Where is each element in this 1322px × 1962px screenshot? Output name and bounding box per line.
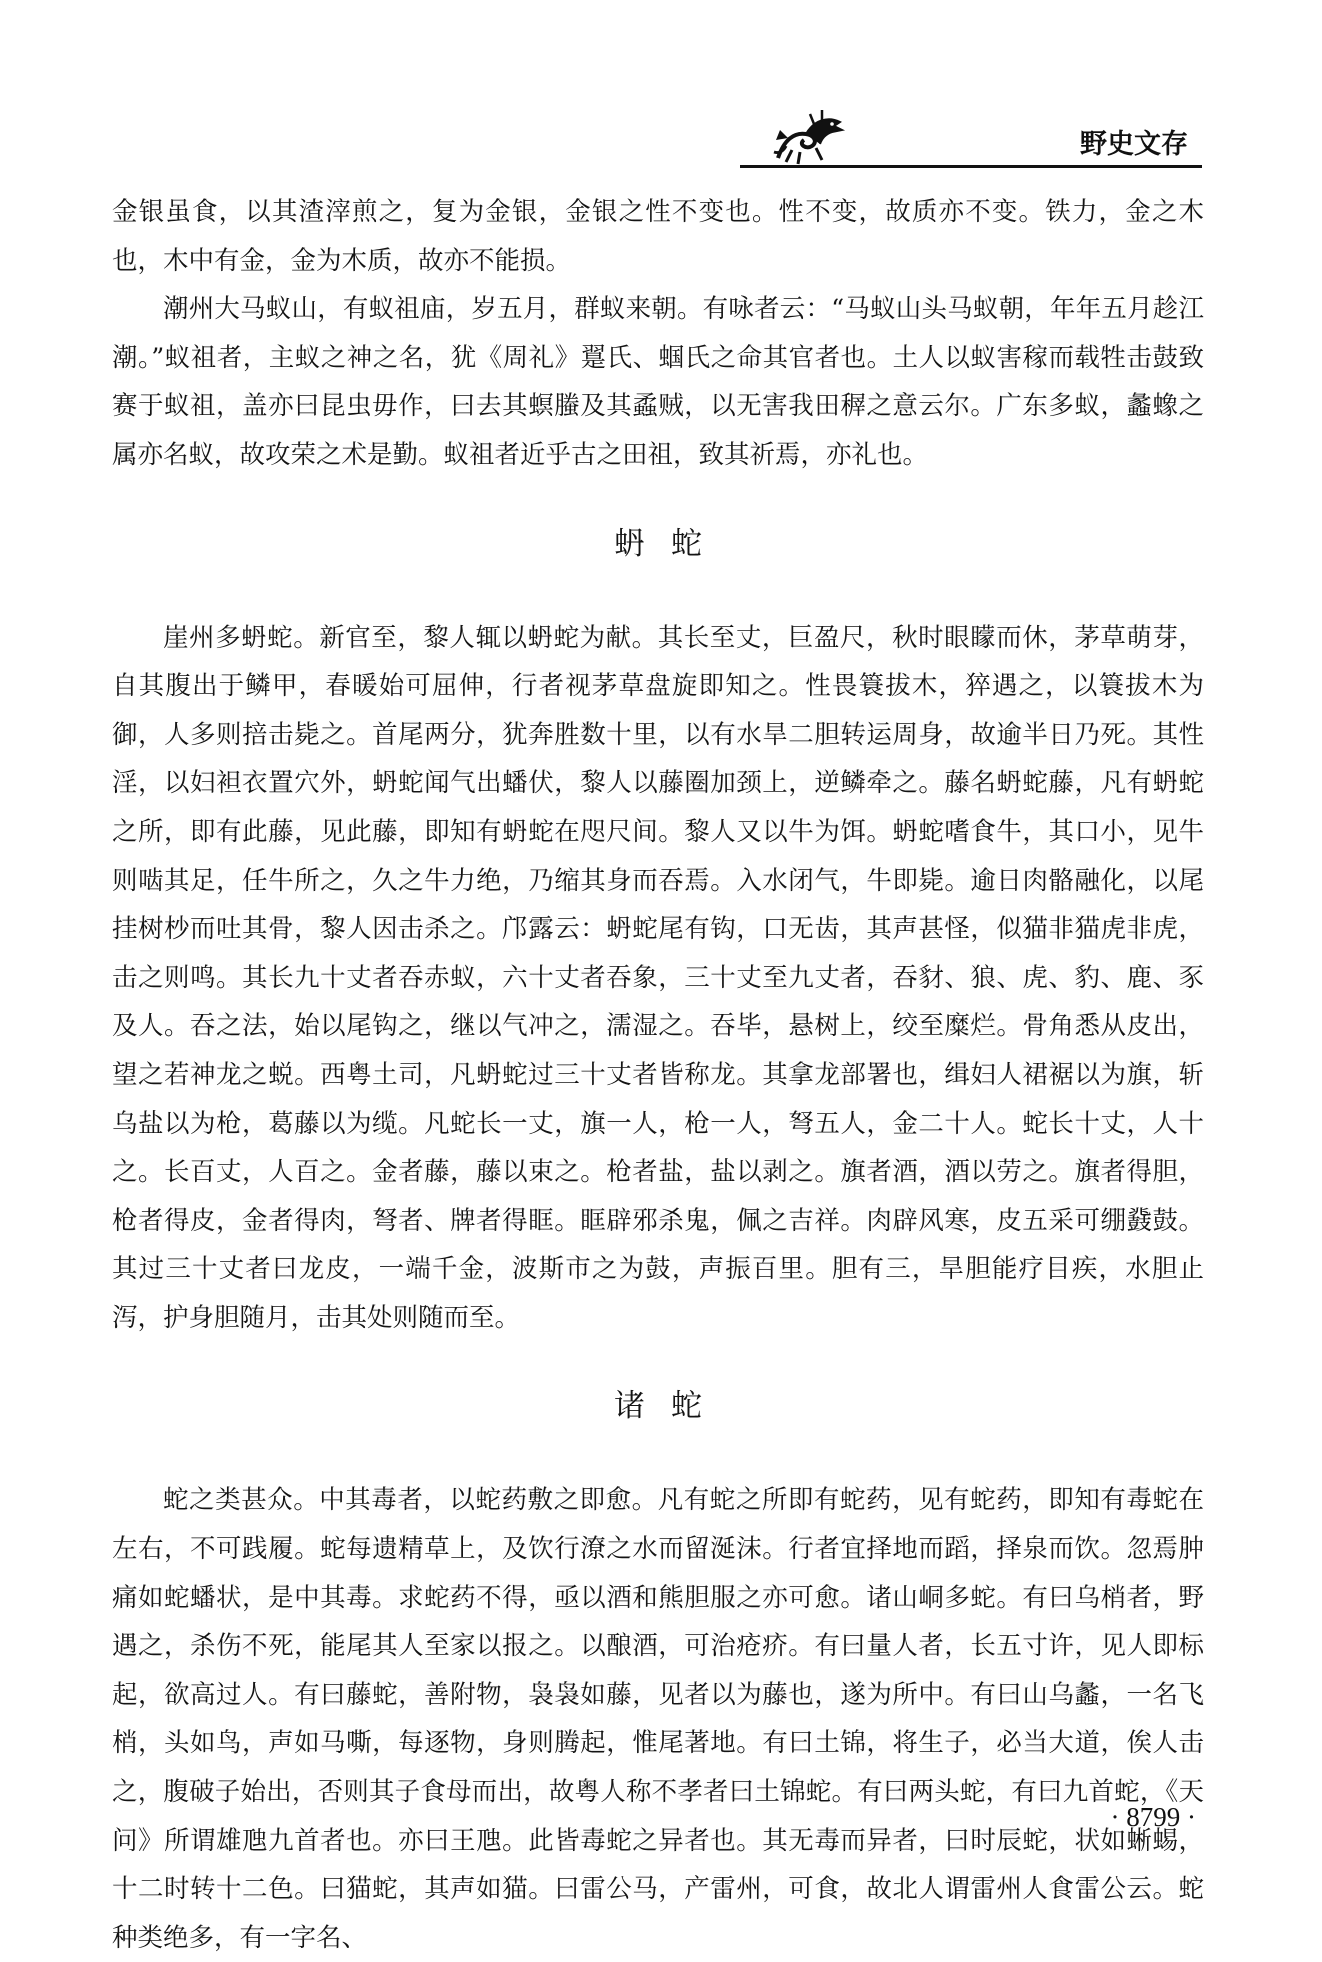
header-rule xyxy=(740,165,1202,168)
section-title-various-snakes: 诸蛇 xyxy=(614,1388,728,1425)
section-title-ran-snake: 蚒蛇 xyxy=(614,525,728,562)
paragraph: 崖州多蚒蛇。新官至，黎人辄以蚒蛇为献。其长至丈，巨盈尺，秋时眼矇而休，茅草萌芽，自其腹出于鳞甲，春暖始可屈伸，行者视茅草盘旋即知之。性畏簑拔木，猝遇之，以簑拔木为御，人多则掊击毙之。首尾两分，犹奔胜数十里，以有水旱二胆转运周身，故逾半日乃死。其性淫，以妇袒衣置穴外，蚒蛇闻气出蟠伏，黎人以藤圈加颈上，逆鳞牵之。藤名蚒蛇藤，凡有蚒蛇之所，即有此藤，见此藤，即知有蚒蛇在咫尺间。黎人又以牛为饵。蚒蛇嗜食牛，其口小，见牛则啮其足，任牛所之，久之牛力绝，乃缩其身而吞焉。入水闭气，牛即毙。逾日肉骼融化，以尾挂树杪而吐其骨，黎人因击杀之。邝露云：蚒蛇尾有钩，口无齿，其声甚怪，似猫非猫虎非虎，击之则鸣。其长九十丈者吞赤蚁，六十丈者吞象，三十丈至九丈者，吞豺、狼、虎、豹、鹿、豕及人。吞之法，始以尾钩之，继以气冲之，濡湿之。吞毕，悬树上，绞至糜烂。骨角悉从皮出，望之若神龙之蜕。西粤土司，凡蚒蛇过三十丈者皆称龙。其拿龙部署也，缉妇人裙裾以为旗，斩乌盐以为枪，葛藤以为缆。凡蛇长一丈，旗一人，枪一人，弩五人，金二十人。蛇长十丈，人十之。长百丈，人百之。金者藤，藤以束之。枪者盐，盐以剥之。旗者酒，酒以劳之。旗者得胆，枪者得皮，金者得肉，弩者、牌者得眶。眶辟邪杀鬼，佩之吉祥。肉辟风寒，皮五采可绷鼗鼓。其过三十丈者曰龙皮，一端千金，波斯市之为鼓，声振百里。胆有三，旱胆能疗目疾，水胆止泻，护身胆随月，击其处则随而至。 xyxy=(112,622,1204,1333)
page-body xyxy=(112,188,1204,1962)
dragon-emblem-icon xyxy=(770,110,850,166)
running-header xyxy=(740,108,1202,168)
page-number: · 8799 · xyxy=(1110,1802,1196,1832)
paragraph: 蛇之类甚众。中其毒者，以蛇药敷之即愈。凡有蛇之所即有蛇药，见有蛇药，即知有毒蛇在左右，不可践履。蛇每遗精草上，及饮行潦之水而留涎沫。行者宜择地而蹈，择泉而饮。忽焉肿痛如蛇蟠状，是中其毒。求蛇药不得，亟以酒和熊胆服之亦可愈。诸山峒多蛇。有曰乌梢者，野遇之，杀伤不死，能尾其人至家以报之。以酿酒，可治疮疥。有曰量人者，长五寸许，见人即标起，欲高过人。有曰藤蛇，善附物，袅袅如藤，见者以为藤也，遂为所中。有曰山乌蠡，一名飞梢，头如鸟，声如马嘶，每逐物，身则腾起，惟尾著地。有曰土锦，将生子，必当大道，俟人击之，腹破子始出，否则其子食母而出，故粤人称不孝者曰土锦蛇。有曰两头蛇，有曰九首蛇，《天问》所谓雄虺九首者也。亦曰王虺。此皆毒蛇之异者也。其无毒而异者，曰时辰蛇，状如蜥蜴，十二时转十二色。曰猫蛇，其声如猫。曰雷公马，产雷州，可食，故北人谓雷州人食雷公云。蛇种类绝多，有一字名、 xyxy=(112,1485,1204,1953)
series-title: 野史文存 xyxy=(1080,129,1188,160)
paragraph: 潮州大马蚁山，有蚁祖庙，岁五月，群蚁来朝。有咏者云：“马蚁山头马蚁朝，年年五月趁江潮。”蚁祖者，主蚁之神之名，犹《周礼》翨氏、蝈氏之命其官者也。土人以蚁害稼而载牲击鼓致赛于蚁祖，盖亦曰昆虫毋作，曰去其螟螣及其蟊贼，以无害我田稺之意云尔。广东多蚁，蠡蟓之属亦名蚁，故攻荣之术是勤。蚁祖者近乎古之田祖，致其祈焉，亦礼也。 xyxy=(112,294,1204,470)
paragraph: 金银虽食，以其渣滓煎之，复为金银，金银之性不变也。性不变，故质亦不变。铁力，金之木也，木中有金，金为木质，故亦不能损。 xyxy=(112,197,1204,276)
